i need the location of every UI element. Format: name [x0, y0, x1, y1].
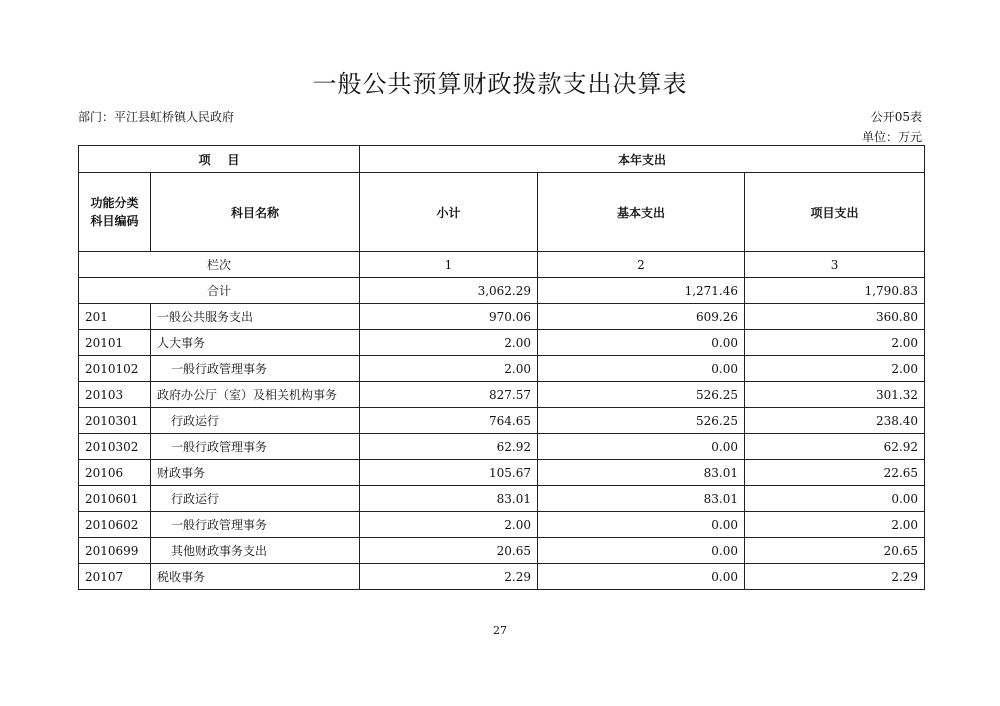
table-row: [79, 408, 925, 434]
table-row: [79, 512, 925, 538]
row-code: 2010699: [79, 538, 151, 564]
row-name: 其他财政事务支出: [151, 538, 360, 564]
table-row: [79, 304, 925, 330]
row-basic: 0.00: [538, 356, 745, 382]
row-name: 一般公共服务支出: [151, 304, 360, 330]
column-3: 3: [745, 252, 925, 278]
row-project: 62.92: [745, 434, 925, 460]
page-title: 一般公共预算财政拨款支出决算表: [312, 70, 688, 98]
table-row: [79, 330, 925, 356]
row-basic: 609.26: [538, 304, 745, 330]
row-name: 一般行政管理事务: [151, 356, 360, 382]
row-basic: 0.00: [538, 512, 745, 538]
total-label: 合计: [79, 278, 360, 304]
row-project: 2.00: [745, 512, 925, 538]
row-subtotal: 2.00: [360, 330, 538, 356]
row-basic: 83.01: [538, 460, 745, 486]
row-subtotal: 764.65: [360, 408, 538, 434]
column-label: 栏次: [79, 252, 360, 278]
name-header: 科目名称: [151, 173, 360, 252]
basic-header: 基本支出: [538, 173, 745, 252]
total-basic: 1,271.46: [538, 278, 745, 304]
code-header: [79, 173, 151, 252]
table-row: [79, 382, 925, 408]
header-row-1: [79, 146, 925, 173]
code-header-line-1: 功能分类: [90, 196, 139, 210]
department-label: 部门：平江县虹桥镇人民政府: [78, 110, 235, 124]
page-number: 27: [493, 624, 507, 637]
row-basic: 0.00: [538, 538, 745, 564]
row-subtotal: 83.01: [360, 486, 538, 512]
row-name: 人大事务: [151, 330, 360, 356]
row-code: 2010302: [79, 434, 151, 460]
row-subtotal: 2.00: [360, 356, 538, 382]
row-project: 22.65: [745, 460, 925, 486]
total-project: 1,790.83: [745, 278, 925, 304]
table-row: [79, 538, 925, 564]
total-row: [79, 278, 925, 304]
row-subtotal: 62.92: [360, 434, 538, 460]
row-code: 2010102: [79, 356, 151, 382]
expenditure-table: [78, 145, 925, 590]
row-subtotal: 20.65: [360, 538, 538, 564]
row-project: 20.65: [745, 538, 925, 564]
column-2: 2: [538, 252, 745, 278]
row-basic: 526.25: [538, 408, 745, 434]
row-name: 行政运行: [151, 408, 360, 434]
total-subtotal: 3,062.29: [360, 278, 538, 304]
row-name: 一般行政管理事务: [151, 512, 360, 538]
row-subtotal: 827.57: [360, 382, 538, 408]
row-project: 360.80: [745, 304, 925, 330]
row-basic: 83.01: [538, 486, 745, 512]
table-row: [79, 564, 925, 590]
row-project: 2.00: [745, 356, 925, 382]
row-name: 行政运行: [151, 486, 360, 512]
row-basic: 0.00: [538, 434, 745, 460]
row-project: 238.40: [745, 408, 925, 434]
this-year-header: 本年支出: [360, 146, 925, 173]
row-subtotal: 105.67: [360, 460, 538, 486]
row-code: 2010601: [79, 486, 151, 512]
row-code: 201: [79, 304, 151, 330]
column-number-row: [79, 252, 925, 278]
form-number: 公开05表: [870, 110, 922, 124]
row-code: 2010301: [79, 408, 151, 434]
table-row: [79, 486, 925, 512]
row-name: 政府办公厅（室）及相关机构事务: [151, 382, 360, 408]
table-row: [79, 356, 925, 382]
row-name: 财政事务: [151, 460, 360, 486]
table-row: [79, 434, 925, 460]
row-project: 2.29: [745, 564, 925, 590]
row-basic: 0.00: [538, 564, 745, 590]
project-header: 项 目: [79, 146, 360, 173]
project-exp-header: 项目支出: [745, 173, 925, 252]
row-project: 2.00: [745, 330, 925, 356]
row-subtotal: 2.00: [360, 512, 538, 538]
column-1: 1: [360, 252, 538, 278]
row-project: 0.00: [745, 486, 925, 512]
row-name: 一般行政管理事务: [151, 434, 360, 460]
table-row: [79, 460, 925, 486]
row-code: 20107: [79, 564, 151, 590]
row-basic: 0.00: [538, 330, 745, 356]
row-project: 301.32: [745, 382, 925, 408]
row-code: 20103: [79, 382, 151, 408]
subtotal-header: 小计: [360, 173, 538, 252]
row-basic: 526.25: [538, 382, 745, 408]
header-row-2: [79, 173, 925, 252]
data-rows: [79, 304, 925, 590]
code-header-line-2: 科目编码: [90, 214, 139, 228]
row-name: 税收事务: [151, 564, 360, 590]
row-code: 2010602: [79, 512, 151, 538]
row-code: 20101: [79, 330, 151, 356]
unit-label: 单位：万元: [861, 130, 922, 144]
row-code: 20106: [79, 460, 151, 486]
row-subtotal: 970.06: [360, 304, 538, 330]
row-subtotal: 2.29: [360, 564, 538, 590]
